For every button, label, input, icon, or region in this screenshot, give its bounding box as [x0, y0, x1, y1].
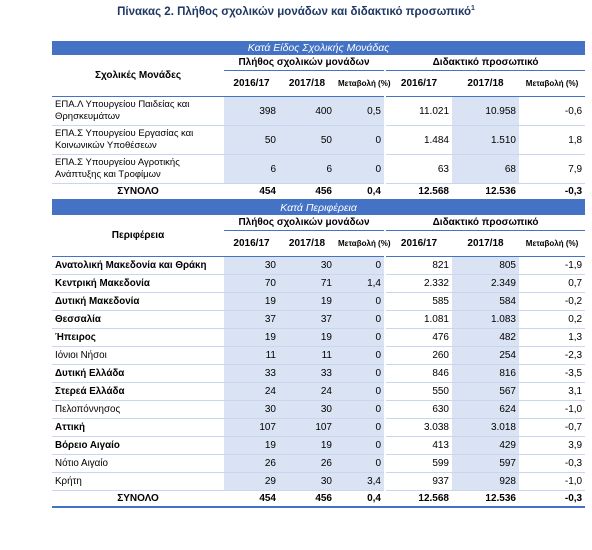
total-label: ΣΥΝΟΛΟ: [52, 491, 224, 508]
schools-change-cell: 3,4: [335, 473, 385, 491]
schools-group-header: Πλήθος σχολικών μονάδων: [224, 55, 385, 71]
total-row: [52, 491, 585, 508]
row-label: Πελοπόννησος: [52, 401, 224, 419]
schools-2016-cell: 30: [224, 257, 279, 275]
schools-2017-cell: 19: [279, 293, 335, 311]
schools-2017-cell: 24: [279, 383, 335, 401]
staff-change-cell: -0,3: [519, 455, 585, 473]
year-header: 2017/18: [279, 71, 335, 97]
schools-2017-cell: 30: [279, 401, 335, 419]
total-schools-change: 0,4: [335, 184, 385, 201]
schools-change-cell: 0: [335, 401, 385, 419]
staff-change-cell: -3,5: [519, 365, 585, 383]
change-header: Μεταβολή (%): [519, 231, 585, 257]
category-header: Σχολικές Μονάδες: [52, 55, 224, 97]
year-header: 2017/18: [279, 231, 335, 257]
row-label: ΕΠΑ.Σ Υπουργείου Αγροτικής Ανάπτυξης και Τροφίμων: [52, 155, 224, 184]
staff-group-header: Διδακτικό προσωπικό: [385, 55, 585, 71]
table-row: [52, 473, 585, 491]
staff-2016-cell: 3.038: [385, 419, 452, 437]
row-label: ΕΠΑ.Σ Υπουργείου Εργασίας και Κοινωνικών Υποθέσεων: [52, 126, 224, 155]
staff-change-cell: -1,0: [519, 473, 585, 491]
schools-2016-cell: 30: [224, 401, 279, 419]
schools-2017-cell: 19: [279, 329, 335, 347]
staff-2017-cell: 597: [452, 455, 519, 473]
staff-2017-cell: 816: [452, 365, 519, 383]
staff-change-cell: -0,6: [519, 97, 585, 126]
staff-2017-cell: 624: [452, 401, 519, 419]
schools-change-cell: 0: [335, 383, 385, 401]
schools-change-cell: 0: [335, 257, 385, 275]
row-label: Κρήτη: [52, 473, 224, 491]
table-row: [52, 329, 585, 347]
staff-2016-cell: 937: [385, 473, 452, 491]
schools-2017-cell: 30: [279, 257, 335, 275]
schools-change-cell: 0: [335, 155, 385, 184]
schools-2016-cell: 24: [224, 383, 279, 401]
schools-2017-cell: 107: [279, 419, 335, 437]
schools-change-cell: 0: [335, 126, 385, 155]
staff-2017-cell: 68: [452, 155, 519, 184]
staff-2016-cell: 550: [385, 383, 452, 401]
schools-change-cell: 0: [335, 419, 385, 437]
row-label: Νότιο Αιγαίο: [52, 455, 224, 473]
total-schools-2016: 454: [224, 491, 279, 508]
year-header: 2017/18: [452, 231, 519, 257]
total-staff-2016: 12.568: [385, 491, 452, 508]
year-header: 2017/18: [452, 71, 519, 97]
staff-2016-cell: 821: [385, 257, 452, 275]
schools-2016-cell: 398: [224, 97, 279, 126]
total-staff-2017: 12.536: [452, 491, 519, 508]
schools-2016-cell: 107: [224, 419, 279, 437]
schools-2016-cell: 6: [224, 155, 279, 184]
staff-change-cell: -1,9: [519, 257, 585, 275]
staff-2017-cell: 805: [452, 257, 519, 275]
schools-2017-cell: 6: [279, 155, 335, 184]
schools-2017-cell: 33: [279, 365, 335, 383]
staff-2017-cell: 567: [452, 383, 519, 401]
staff-2016-cell: 11.021: [385, 97, 452, 126]
row-label: ΕΠΑ.Λ Υπουργείου Παιδείας και Θρησκευμάτων: [52, 97, 224, 126]
table-row: [52, 97, 585, 126]
total-schools-change: 0,4: [335, 491, 385, 508]
row-label: Βόρειο Αιγαίο: [52, 437, 224, 455]
staff-2017-cell: 3.018: [452, 419, 519, 437]
category-header: Περιφέρεια: [52, 215, 224, 257]
total-label: ΣΥΝΟΛΟ: [52, 184, 224, 201]
total-staff-change: -0,3: [519, 491, 585, 508]
staff-2016-cell: 260: [385, 347, 452, 365]
staff-2017-cell: 1.083: [452, 311, 519, 329]
change-header: Μεταβολή (%): [335, 231, 385, 257]
table-row: [52, 437, 585, 455]
table-row: [52, 155, 585, 184]
row-label: Δυτική Ελλάδα: [52, 365, 224, 383]
staff-change-cell: -0,2: [519, 293, 585, 311]
table-row: [52, 383, 585, 401]
total-staff-2017: 12.536: [452, 184, 519, 201]
schools-2016-cell: 70: [224, 275, 279, 293]
change-header: Μεταβολή (%): [335, 71, 385, 97]
year-header: 2016/17: [385, 71, 452, 97]
table-row: [52, 401, 585, 419]
schools-2016-cell: 50: [224, 126, 279, 155]
total-row: [52, 184, 585, 201]
table-row: [52, 419, 585, 437]
row-label: Ιόνιοι Νήσοι: [52, 347, 224, 365]
staff-2016-cell: 846: [385, 365, 452, 383]
table-row: [52, 126, 585, 155]
staff-2016-cell: 585: [385, 293, 452, 311]
year-header: 2016/17: [224, 71, 279, 97]
staff-2017-cell: 482: [452, 329, 519, 347]
table-row: [52, 347, 585, 365]
staff-2017-cell: 584: [452, 293, 519, 311]
year-header: 2016/17: [224, 231, 279, 257]
schools-2016-cell: 19: [224, 437, 279, 455]
table-row: [52, 365, 585, 383]
staff-2016-cell: 1.081: [385, 311, 452, 329]
schools-change-cell: 0: [335, 329, 385, 347]
schools-2017-cell: 400: [279, 97, 335, 126]
schools-2016-cell: 37: [224, 311, 279, 329]
schools-2016-cell: 33: [224, 365, 279, 383]
row-label: Ανατολική Μακεδονία και Θράκη: [52, 257, 224, 275]
schools-2016-cell: 19: [224, 293, 279, 311]
staff-change-cell: 3,9: [519, 437, 585, 455]
staff-2017-cell: 429: [452, 437, 519, 455]
staff-2017-cell: 2.349: [452, 275, 519, 293]
schools-2017-cell: 71: [279, 275, 335, 293]
row-label: Στερεά Ελλάδα: [52, 383, 224, 401]
table-row: [52, 275, 585, 293]
staff-2017-cell: 1.510: [452, 126, 519, 155]
table-row: [52, 293, 585, 311]
staff-2017-cell: 928: [452, 473, 519, 491]
section-heading: Κατά Περιφέρεια: [52, 200, 585, 215]
row-label: Δυτική Μακεδονία: [52, 293, 224, 311]
staff-change-cell: -1,0: [519, 401, 585, 419]
table-row: [52, 455, 585, 473]
schools-change-cell: 1,4: [335, 275, 385, 293]
schools-2017-cell: 50: [279, 126, 335, 155]
staff-2016-cell: 476: [385, 329, 452, 347]
schools-2017-cell: 37: [279, 311, 335, 329]
schools-2017-cell: 19: [279, 437, 335, 455]
total-staff-change: -0,3: [519, 184, 585, 201]
staff-change-cell: -0,7: [519, 419, 585, 437]
table-body: [52, 41, 585, 507]
schools-change-cell: 0: [335, 311, 385, 329]
staff-group-header: Διδακτικό προσωπικό: [385, 215, 585, 231]
section-heading: Κατά Είδος Σχολικής Μονάδας: [52, 41, 585, 55]
total-schools-2016: 454: [224, 184, 279, 201]
staff-2016-cell: 2.332: [385, 275, 452, 293]
schools-2016-cell: 29: [224, 473, 279, 491]
row-label: Ήπειρος: [52, 329, 224, 347]
schools-change-cell: 0: [335, 365, 385, 383]
staff-change-cell: 1,8: [519, 126, 585, 155]
staff-change-cell: 3,1: [519, 383, 585, 401]
total-schools-2017: 456: [279, 184, 335, 201]
staff-2016-cell: 413: [385, 437, 452, 455]
table-title: [0, 5, 592, 18]
staff-change-cell: 1,3: [519, 329, 585, 347]
staff-change-cell: 0,2: [519, 311, 585, 329]
schools-group-header: Πλήθος σχολικών μονάδων: [224, 215, 385, 231]
schools-change-cell: 0,5: [335, 97, 385, 126]
schools-2017-cell: 11: [279, 347, 335, 365]
row-label: Θεσσαλία: [52, 311, 224, 329]
schools-2017-cell: 26: [279, 455, 335, 473]
year-header: 2016/17: [385, 231, 452, 257]
schools-2016-cell: 26: [224, 455, 279, 473]
staff-2017-cell: 254: [452, 347, 519, 365]
total-staff-2016: 12.568: [385, 184, 452, 201]
schools-2016-cell: 19: [224, 329, 279, 347]
schools-change-cell: 0: [335, 347, 385, 365]
total-schools-2017: 456: [279, 491, 335, 508]
schools-2017-cell: 30: [279, 473, 335, 491]
title-text: Πίνακας 2. Πλήθος σχολικών μονάδων και διδακτικό προσωπικό: [117, 5, 472, 18]
staff-2017-cell: 10.958: [452, 97, 519, 126]
footnote-marker: 1: [471, 5, 475, 12]
staff-2016-cell: 599: [385, 455, 452, 473]
schools-change-cell: 0: [335, 293, 385, 311]
staff-change-cell: 0,7: [519, 275, 585, 293]
staff-2016-cell: 630: [385, 401, 452, 419]
row-label: Αττική: [52, 419, 224, 437]
row-label: Κεντρική Μακεδονία: [52, 275, 224, 293]
schools-change-cell: 0: [335, 455, 385, 473]
staff-change-cell: 7,9: [519, 155, 585, 184]
data-table: [52, 41, 585, 508]
group-header-row: [52, 55, 585, 71]
section-heading-row: [52, 200, 585, 215]
group-header-row: [52, 215, 585, 231]
staff-2016-cell: 1.484: [385, 126, 452, 155]
table-row: [52, 311, 585, 329]
section-heading-row: [52, 41, 585, 55]
staff-change-cell: -2,3: [519, 347, 585, 365]
schools-change-cell: 0: [335, 437, 385, 455]
staff-2016-cell: 63: [385, 155, 452, 184]
schools-2016-cell: 11: [224, 347, 279, 365]
table-row: [52, 257, 585, 275]
change-header: Μεταβολή (%): [519, 71, 585, 97]
